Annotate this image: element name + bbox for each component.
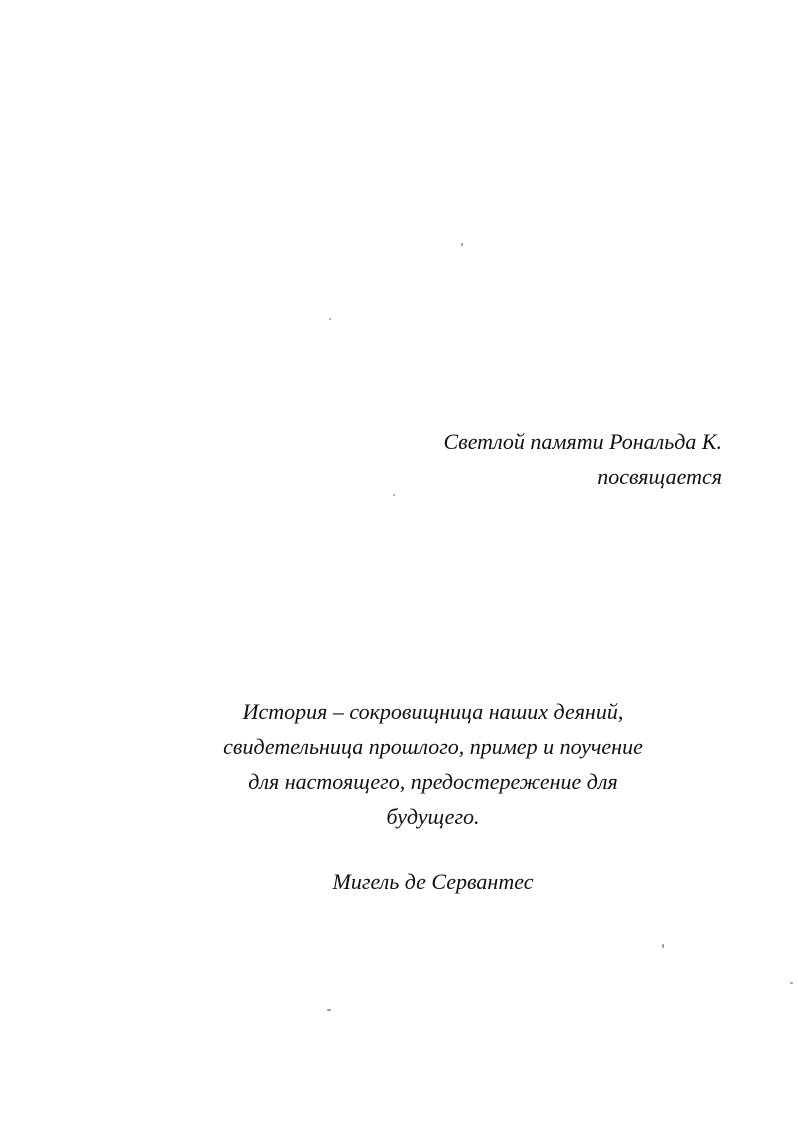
- epigraph-author: Мигель де Сервантес: [332, 869, 534, 894]
- dedication-line-1: Светлой памяти Рональда К.: [443, 429, 722, 454]
- dedication: [443, 424, 722, 494]
- epigraph-line: для настоящего, предостережение для: [248, 769, 618, 794]
- scan-speck: [327, 1009, 331, 1011]
- scan-speck: [393, 494, 395, 496]
- epigraph-line: История – сокровищница наших деяний,: [242, 699, 624, 724]
- scan-speck: [461, 243, 463, 246]
- scan-speck: [329, 318, 331, 320]
- scan-speck: [662, 944, 664, 948]
- scan-speck: [790, 982, 793, 984]
- epigraph: [200, 694, 666, 834]
- epigraph-line: будущего.: [386, 804, 480, 829]
- dedication-line-2: посвящается: [597, 464, 722, 489]
- epigraph-line: свидетельница прошлого, пример и поучение: [223, 734, 643, 759]
